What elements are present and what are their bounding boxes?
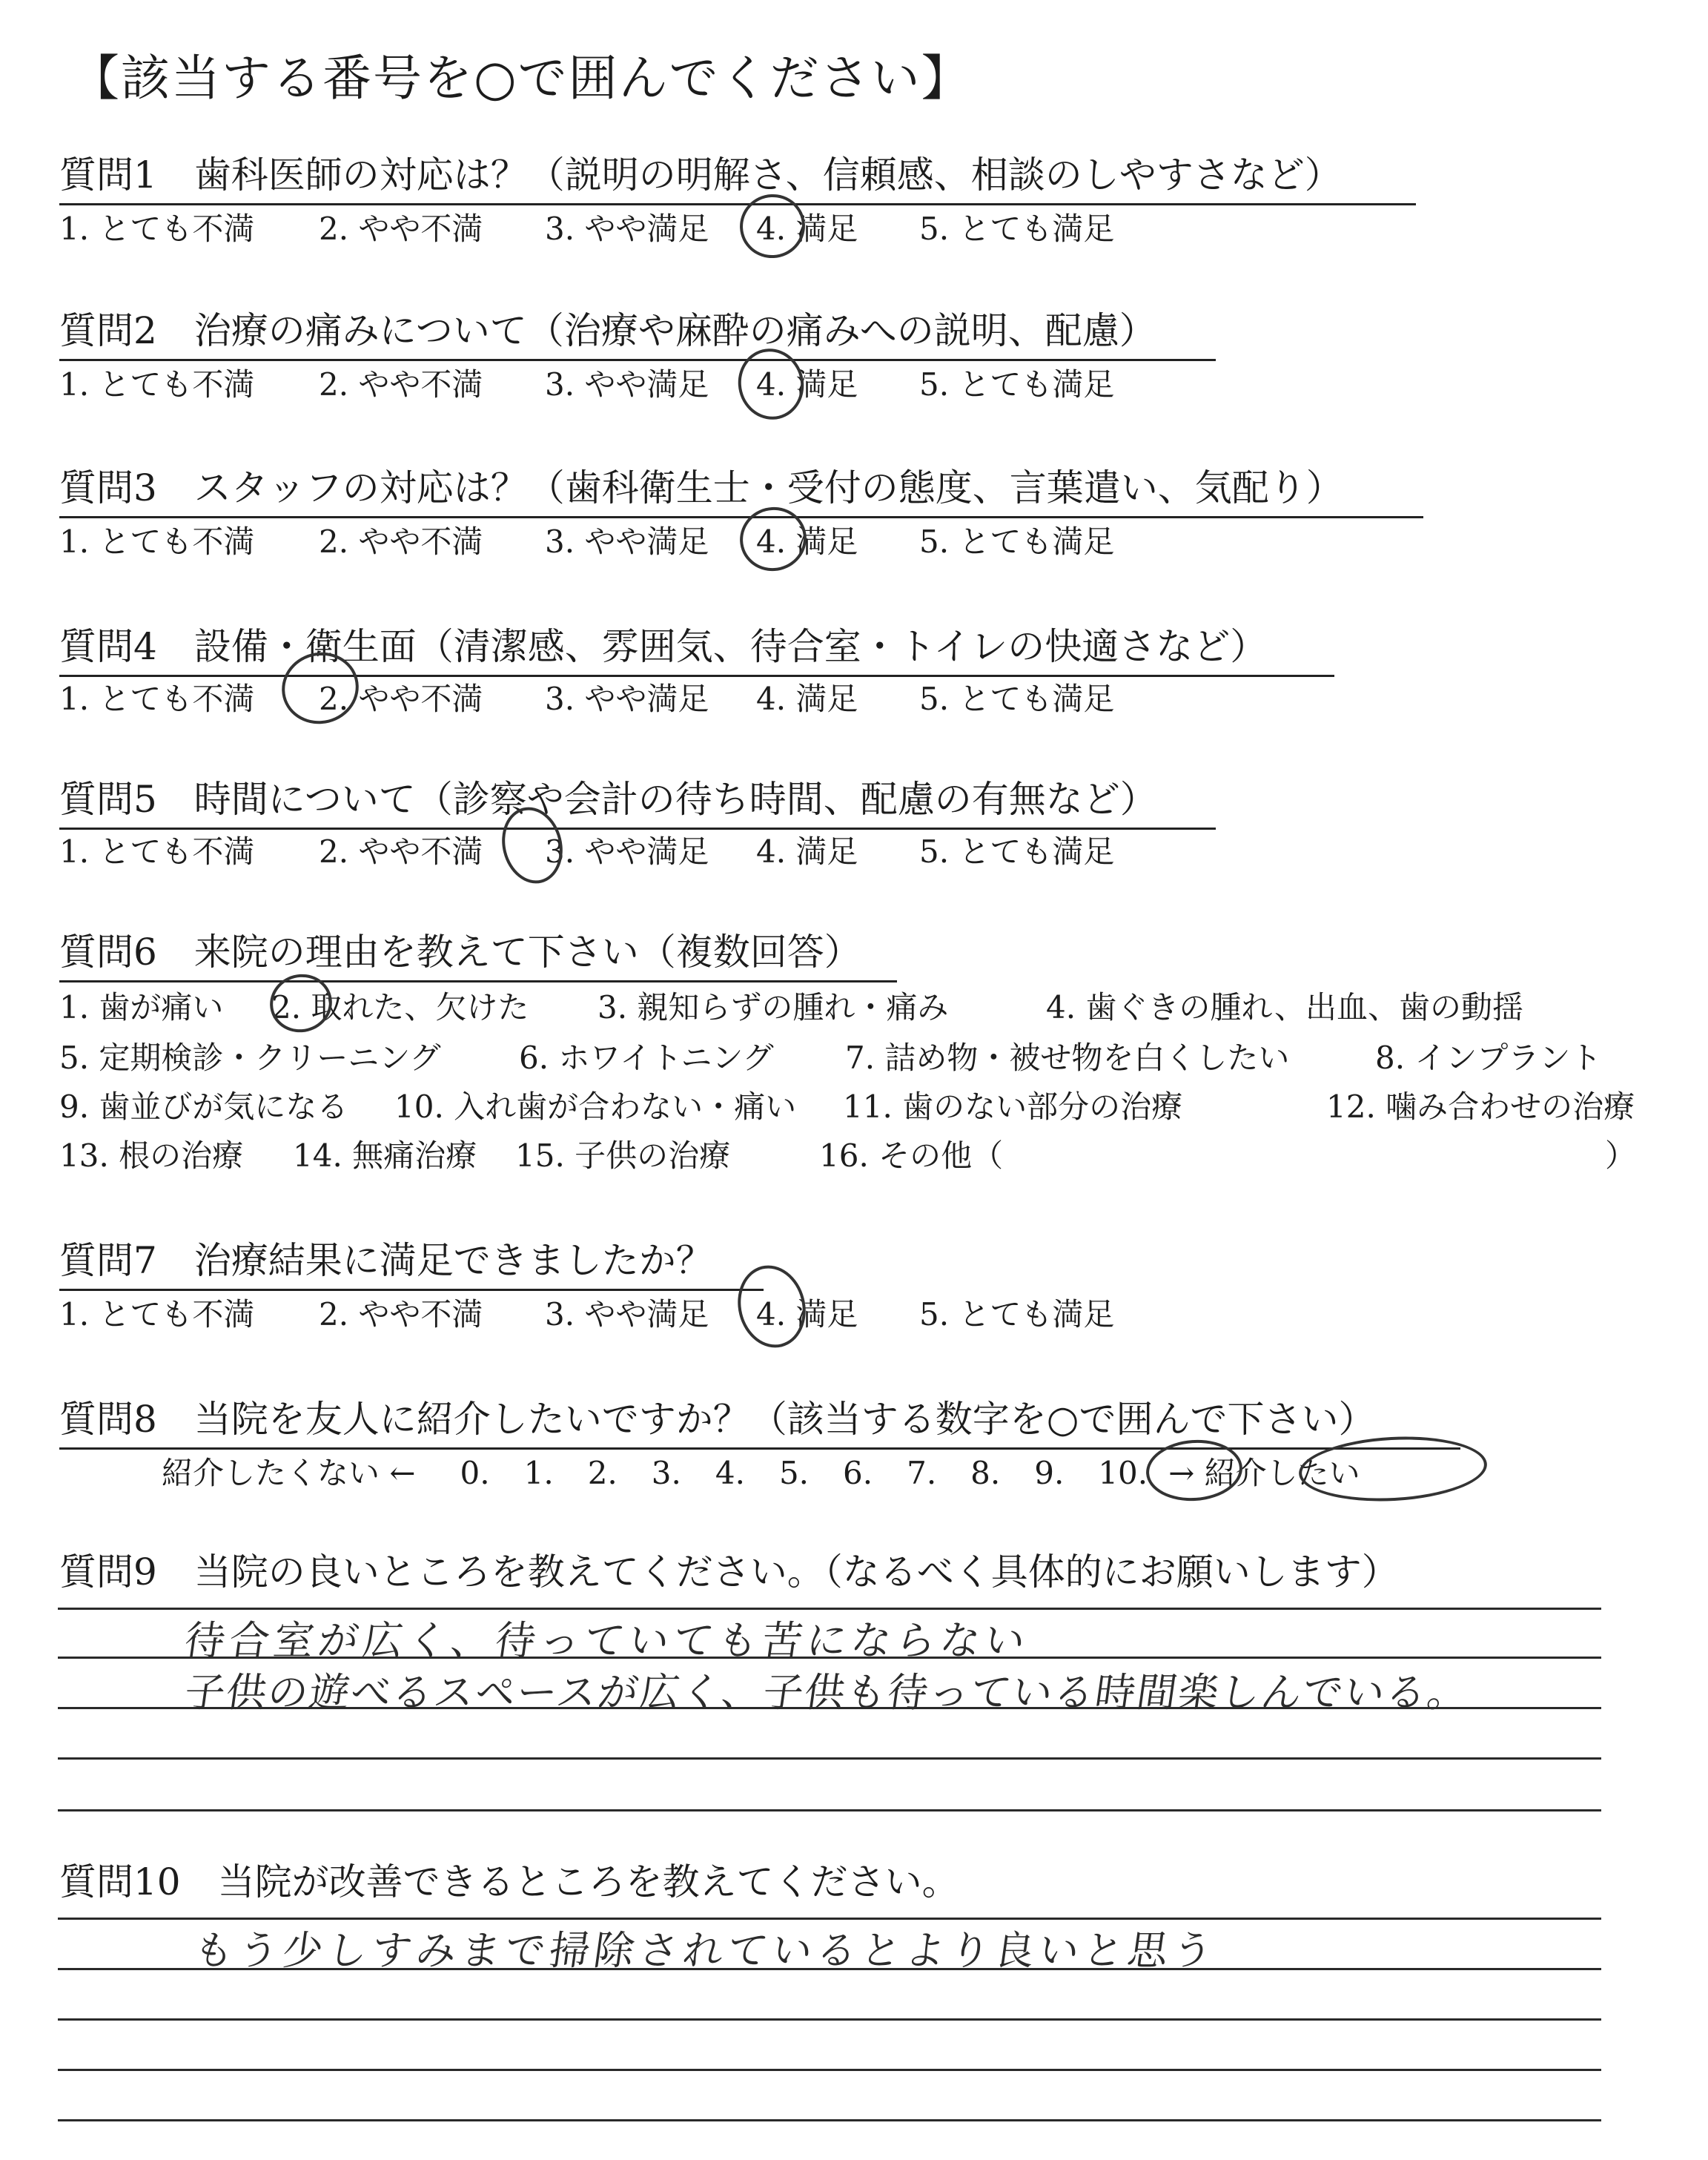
option-1[interactable]: 1. とても不満 <box>59 681 255 717</box>
question-5-options <box>59 828 1114 872</box>
question-3-heading: 質問3 スタッフの対応は？（歯科衛生士・受付の態度、言葉遣い、気配り） <box>59 458 1423 518</box>
reason-16[interactable]: 16. その他（ <box>819 1137 1004 1174</box>
reason-11[interactable]: 11. 歯のない部分の治療 <box>843 1089 1183 1125</box>
reason-6[interactable]: 6. ホワイトニング <box>519 1040 774 1076</box>
option-2[interactable]: 2. やや不満 <box>319 366 483 403</box>
question-6-line-4 <box>59 1132 1636 1176</box>
option-1[interactable]: 1. とても不満 <box>59 1296 255 1332</box>
question-9-heading: 質問9 当院の良いところを教えてください。（なるべく具体的にお願いします） <box>59 1550 1399 1593</box>
reason-14[interactable]: 14. 無痛治療 <box>293 1137 477 1174</box>
option-2[interactable]: 2. やや不満 <box>319 681 483 717</box>
option-4[interactable]: 4. 満足 <box>756 833 858 870</box>
reason-12[interactable]: 12. 噛み合わせの治療 <box>1326 1089 1635 1125</box>
option-1[interactable]: 1. とても不満 <box>59 833 255 870</box>
scale-6[interactable]: 6. <box>843 1455 873 1491</box>
answer-line <box>58 2119 1601 2121</box>
option-1[interactable]: 1. とても不満 <box>59 524 255 560</box>
option-2[interactable]: 2. やや不満 <box>319 833 483 870</box>
reason-8[interactable]: 8. インプラント <box>1375 1040 1602 1076</box>
handwritten-answer-q9-line-1: 待合室が広く、待っていても苦にならない <box>182 1617 1033 1664</box>
question-2-options <box>59 360 1114 405</box>
reason-13[interactable]: 13. 根の治療 <box>59 1137 244 1174</box>
reason-3[interactable]: 3. 親知らずの腫れ・痛み <box>598 989 949 1025</box>
option-5[interactable]: 5. とても満足 <box>919 211 1115 247</box>
option-4[interactable]: 4. 満足 <box>756 211 858 247</box>
option-2[interactable]: 2. やや不満 <box>319 1296 483 1332</box>
option-3[interactable]: 3. やや満足 <box>545 211 709 247</box>
reason-9[interactable]: 9. 歯並びが気になる <box>59 1089 348 1125</box>
reason-16-close: ） <box>1605 1137 1637 1174</box>
option-5[interactable]: 5. とても満足 <box>919 681 1115 717</box>
reason-10[interactable]: 10. 入れ歯が合わない・痛い <box>394 1089 797 1125</box>
question-3-options <box>59 518 1114 562</box>
scale-3[interactable]: 3. <box>651 1455 681 1491</box>
option-4[interactable]: 4. 満足 <box>756 681 858 717</box>
scale-left-label: 紹介したくない ← <box>162 1455 416 1491</box>
scale-8[interactable]: 8. <box>970 1455 1001 1491</box>
scale-4[interactable]: 4. <box>715 1455 745 1491</box>
question-6-line-2 <box>59 1034 1601 1078</box>
option-5[interactable]: 5. とても満足 <box>919 366 1115 403</box>
question-2-heading: 質問2 治療の痛みについて（治療や麻酔の痛みへの説明、配慮） <box>59 301 1216 361</box>
reason-1[interactable]: 1. 歯が痛い <box>59 989 224 1025</box>
question-7-heading: 質問7 治療結果に満足できましたか？ <box>59 1231 764 1291</box>
question-1-heading: 質問1 歯科医師の対応は？（説明の明解さ、信頼感、相談のしやすさなど） <box>59 145 1416 205</box>
question-6-heading: 質問6 来院の理由を教えて下さい（複数回答） <box>59 922 897 982</box>
option-3[interactable]: 3. やや満足 <box>545 1296 709 1332</box>
scale-10[interactable]: 10. <box>1098 1455 1148 1491</box>
option-5[interactable]: 5. とても満足 <box>919 1296 1115 1332</box>
handwritten-answer-q10: もう少しすみまで掃除されているとより良いと思う <box>191 1927 1220 1974</box>
reason-5[interactable]: 5. 定期検診・クリーニング <box>59 1040 441 1076</box>
option-1[interactable]: 1. とても不満 <box>59 211 255 247</box>
reason-2[interactable]: 2. 取れた、欠けた <box>271 989 529 1025</box>
question-10-heading: 質問10 当院が改善できるところを教えてください。 <box>59 1860 959 1903</box>
reason-7[interactable]: 7. 詰め物・被せ物を白くしたい <box>845 1040 1290 1076</box>
option-4[interactable]: 4. 満足 <box>756 524 858 560</box>
option-3[interactable]: 3. やや満足 <box>545 681 709 717</box>
answer-line <box>58 1809 1601 1811</box>
option-5[interactable]: 5. とても満足 <box>919 524 1115 560</box>
scale-1[interactable]: 1. <box>523 1455 554 1491</box>
option-3[interactable]: 3. やや満足 <box>545 524 709 560</box>
question-4-heading: 質問4 設備・衛生面（清潔感、雰囲気、待合室・トイレの快適さなど） <box>59 617 1334 677</box>
reason-15[interactable]: 15. 子供の治療 <box>515 1137 731 1174</box>
reason-4[interactable]: 4. 歯ぐきの腫れ、出血、歯の動揺 <box>1046 989 1523 1025</box>
answer-line <box>58 1757 1601 1760</box>
option-5[interactable]: 5. とても満足 <box>919 833 1115 870</box>
option-3[interactable]: 3. やや満足 <box>545 833 709 870</box>
scale-7[interactable]: 7. <box>907 1455 937 1491</box>
question-1-options <box>59 205 1114 249</box>
option-2[interactable]: 2. やや不満 <box>319 524 483 560</box>
question-7-options <box>59 1290 1114 1335</box>
scale-0[interactable]: 0. <box>460 1455 490 1491</box>
question-4-options <box>59 675 1114 719</box>
question-8-heading: 質問8 当院を友人に紹介したいですか？（該当する数字を○で囲んで下さい） <box>59 1390 1460 1450</box>
option-4[interactable]: 4. 満足 <box>756 1296 858 1332</box>
question-6-line-3 <box>59 1083 1635 1127</box>
answer-line <box>58 2018 1601 2021</box>
option-1[interactable]: 1. とても不満 <box>59 366 255 403</box>
answer-line <box>58 2069 1601 2071</box>
form-title: 【該当する番号を○で囲んでください】 <box>70 50 972 107</box>
handwritten-answer-q9-line-2: 子供の遊べるスペースが広く、子供も待っている時間楽しんでいる。 <box>182 1669 1473 1716</box>
option-3[interactable]: 3. やや満足 <box>545 366 709 403</box>
scale-2[interactable]: 2. <box>587 1455 618 1491</box>
scale-right-label: → 紹介したい <box>1168 1455 1360 1491</box>
option-2[interactable]: 2. やや不満 <box>319 211 483 247</box>
scale-5[interactable]: 5. <box>778 1455 810 1491</box>
question-5-heading: 質問5 時間について（診察や会計の待ち時間、配慮の有無など） <box>59 770 1216 830</box>
option-4[interactable]: 4. 満足 <box>756 366 858 403</box>
scale-9[interactable]: 9. <box>1034 1455 1065 1491</box>
